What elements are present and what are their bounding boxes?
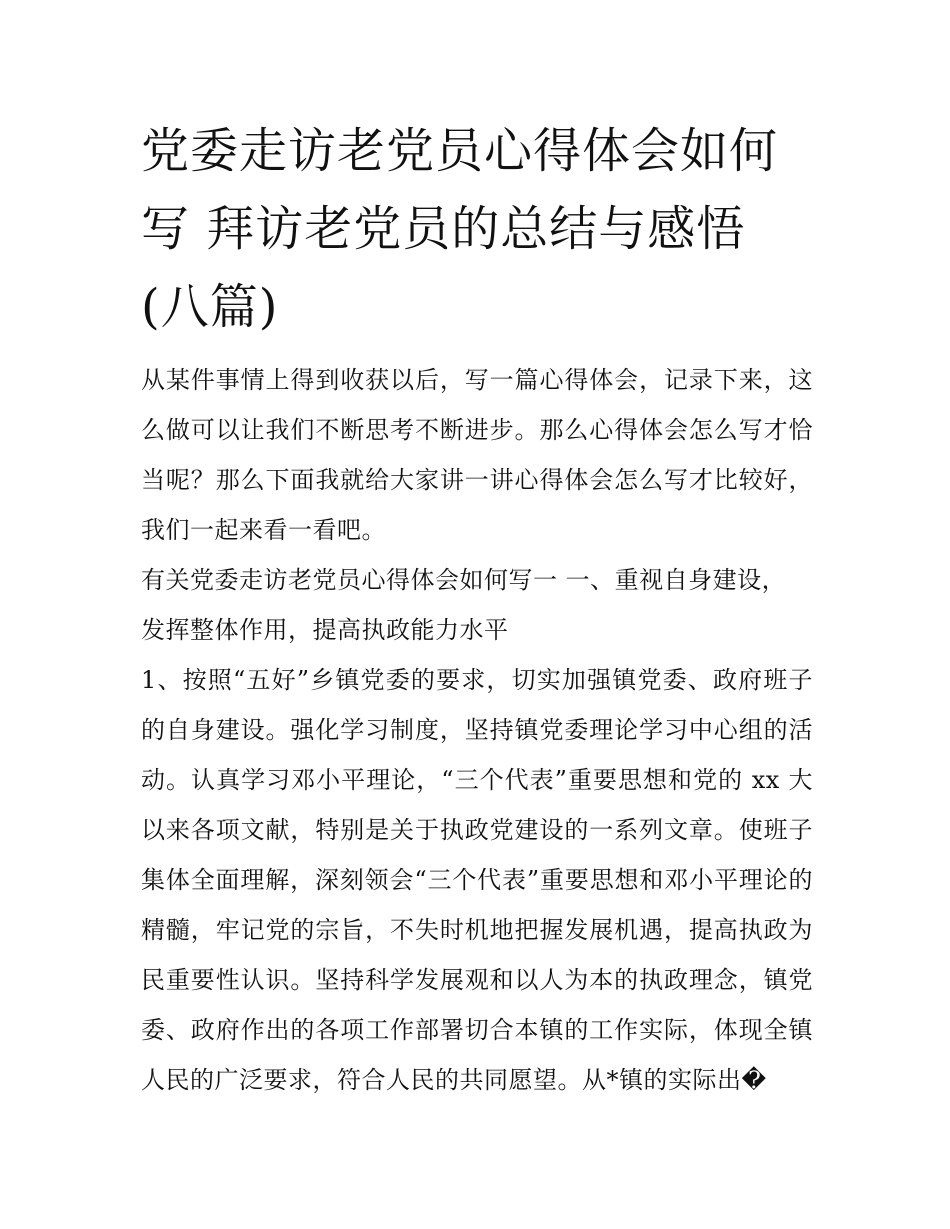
body-line-12: 精髓，牢记党的宗旨，不失时机地把握发展机遇，提高执政为: [141, 916, 813, 944]
body-line-1: 从某件事情上得到收获以后，写一篇心得体会，记录下来，这: [141, 366, 813, 394]
body-line-14: 委、政府作出的各项工作部署切合本镇的工作实际，体现全镇: [141, 1016, 813, 1044]
body-line-3: 当呢？那么下面我就给大家讲一讲心得体会怎么写才比较好，: [141, 466, 813, 494]
body-line-8: 的自身建设。强化学习制度，坚持镇党委理论学习中心组的活: [141, 716, 813, 744]
body-line-4: 我们一起来看一看吧。: [141, 516, 386, 544]
body-line-10: 以来各项文献，特别是关于执政党建设的一系列文章。使班子: [141, 816, 813, 844]
body-line-5: 有关党委走访老党员心得体会如何写一 一、重视自身建设，: [141, 566, 787, 594]
body-line-7: 1、按照“五好”乡镇党委的要求，切实加强镇党委、政府班子: [141, 666, 813, 694]
body-line-13: 民重要性认识。坚持科学发展观和以人为本的执政理念，镇党: [141, 966, 813, 994]
body-line-2: 么做可以让我们不断思考不断进步。那么心得体会怎么写才恰: [141, 416, 813, 444]
title-line-2: 写 拜访老党员的总结与感悟: [141, 201, 746, 257]
document-body: [141, 355, 813, 1105]
document-title: [141, 112, 821, 346]
body-line-6: 发挥整体作用，提高执政能力水平: [141, 616, 509, 644]
body-line-9: 动。认真学习邓小平理论，“三个代表”重要思想和党的 xx 大: [141, 766, 813, 794]
body-line-11: 集体全面理解，深刻领会“三个代表”重要思想和邓小平理论的: [141, 866, 813, 894]
body-line-15: 人民的广泛要求，符合人民的共同愿望。从*镇的实际出�: [141, 1066, 767, 1094]
title-line-3: (八篇): [141, 279, 279, 335]
title-line-1: 党委走访老党员心得体会如何: [141, 123, 779, 179]
